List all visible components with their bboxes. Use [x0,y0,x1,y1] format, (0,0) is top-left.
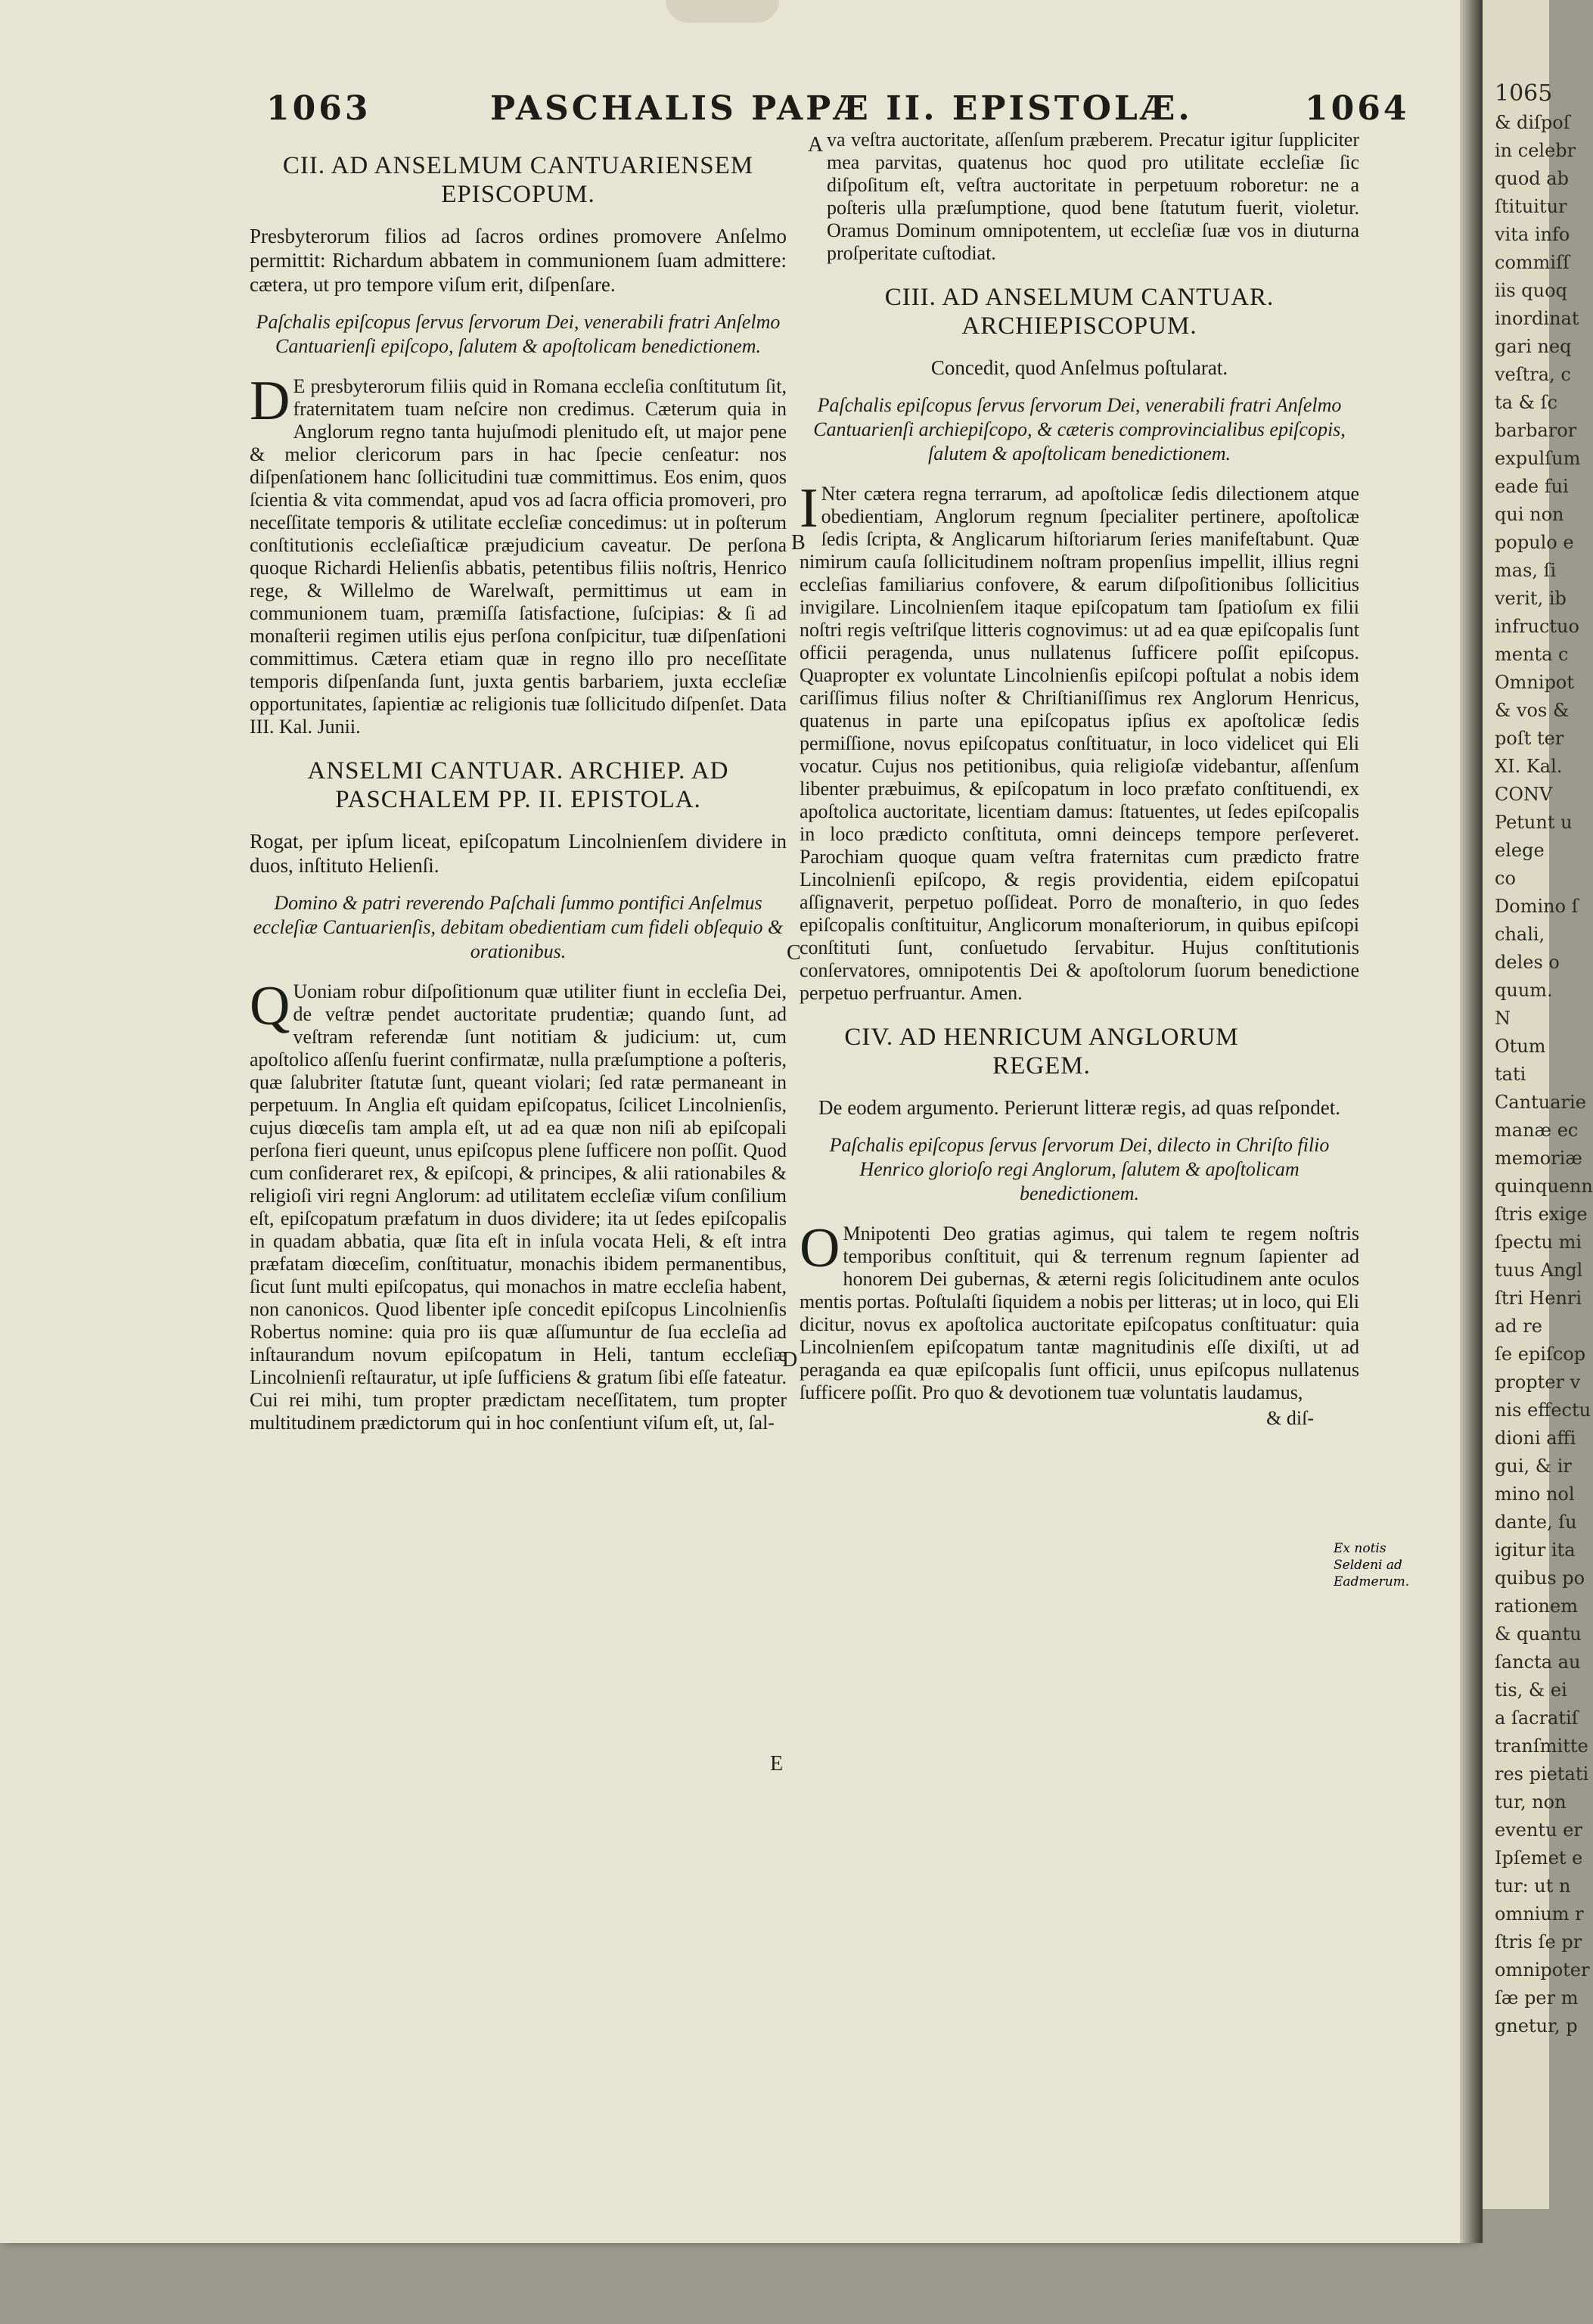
next-page-fragment: quibus po [1495,1567,1585,1589]
next-page-fragment: gari neq [1495,336,1572,357]
letter-cii-summary: Presbyterorum filios ad ſacros ordines promovere Anſelmo permittit: Richardum abbatem in communionem ſuam admittere: cætera, ut pro tempore viſum erit, diſpenſare. [250,225,787,296]
next-page-fragment: Domino ſ [1495,896,1579,917]
margin-marker-e: E [770,1752,784,1776]
page-number-right: 1064 [1305,89,1410,128]
next-page-fragment: ſtri Henri [1495,1288,1582,1309]
anselmi-salutation: Domino & patri reverendo Paſchali ſummo pontifici Anſelmus eccleſiæ Cantuarienſis, debitam obedientiam cum fideli obſequio & orationibus. [253,892,784,962]
margin-marker-a: A [808,133,824,157]
next-page-fragment: ſtris ſe pr [1495,1931,1582,1953]
anselmi-text: Uoniam robur diſpoſitionum quæ utiliter fiunt in eccleſia Dei, de veſtræ pendet auctoritate prudentiæ; quando ſunt, ad veſtram referendæ ſunt notitiam & judicium: ut, cum apoſtolico aſſenſu fuerint confirmatæ, nulla præſumptione a poſteris, quæ ſalubriter ſtatutæ ſunt, queant violari; ſed ratæ permaneant in perpetuum. In Anglia eſt quidam epiſcopatus, ſcilicet Lincolnienſis, cujus diœceſis tam ampla eſt, ut ad ea quæ non niſi ab epiſcopali perſona fieri queunt, unus epiſcopus plene ſufficere non poſſit. Quod cum conſideraret rex, & epiſcopi, & principes, & alii rationabiles & religioſi viri regni Anglorum: ad utilitatem eccleſiæ viſum conſilium eſt, epiſcopatum præfatum in duos dividere; ita ut ſedes epiſcopalis in quadam abbatia, quæ ſita eſt in inſula vocata Heli, & eſt intra præfatam diœceſim, conſtituatur, monachis ibidem permanentibus, ſicut ſunt multi epiſcopatus, qui monachos in matre eccleſia habent, non canonicos. Quod libenter ipſe concedit epiſcopus Lincolnienſis Robertus nomine: quia pro iis quæ aſſumuntur de ſua eccleſia ad inſtaurandum novum epiſcopatum in Heli, tantum eccleſiæ Lincolnienſi reſtauratur, ut ipſe ſufficiens & gratum ſibi eſſe fateatur. Cui rei mihi, tum propter prædictam neceſſitatem, tum propter multitudinem prædictorum qui in hoc conſentiunt viſum eſt, ut, ſal- [250,980,787,1434]
next-page-fragment: veſtra, c [1495,364,1571,385]
letter-ciii-salutation: Paſchalis epiſcopus ſervus ſervorum Dei, venerabili fratri Anſelmo Cantuarienſi archiepiſcopo, & cæteris comprovincialibus epiſcopis, ſalutem & apoſtolicam benedictionem. [813,394,1346,464]
next-page-fragment: dante, ſu [1495,1512,1577,1533]
page-number-left: 1063 [266,89,371,128]
next-page-fragment: ſancta au [1495,1651,1581,1673]
drop-cap: D [250,370,290,432]
letter-ciii-body [800,477,1359,1005]
next-page-fragment: gnetur, p [1495,2015,1578,2037]
next-page-fragment: quinquenn [1495,1176,1593,1197]
next-page-fragment: omnipoter [1495,1959,1590,1981]
next-page-fragment: Petunt u [1495,812,1573,833]
anselmi-summary: Rogat, per ipſum liceat, epiſcopatum Lincolnienſem dividere in duos, inſtituto Helienſi. [250,830,787,877]
running-title: PASCHALIS PAPÆ II. EPISTOLÆ. [490,89,1193,128]
next-page-fragment: quod ab [1495,168,1569,189]
next-page-fragment: commiſſ [1495,252,1570,273]
next-page-fragment: res pietati [1495,1763,1589,1785]
margin-marker-c: C [787,941,801,965]
letter-civ-heading: CIV. AD HENRICUM ANGLORUM REGEM. [844,1024,1239,1080]
next-page-fragment: qui non [1495,504,1564,525]
next-page-fragment: eade fui [1495,476,1569,497]
letter-civ-salutation: Paſchalis epiſcopus ſervus ſervorum Dei, dilecto in Chriſto filio Henrico glorioſo regi Anglorum, ſalutem & apoſtolicam benedictionem. [829,1134,1330,1204]
next-page-fragment: & vos & [1495,700,1570,721]
drop-cap: Q [250,975,290,1037]
margin-marker-b: B [791,531,806,555]
next-page-fragment: ſpectu mi [1495,1232,1582,1253]
next-page-fragment: CONV [1495,784,1553,805]
catchword: & diſ- [1266,1407,1314,1429]
next-page-fragment: populo e [1495,532,1574,553]
next-page-fragment: omnium r [1495,1903,1584,1925]
next-page-fragment: a ſacratiſ [1495,1707,1579,1729]
next-page-fragment: Omnipot [1495,672,1575,693]
letter-civ-body [800,1217,1359,1404]
next-page-fragment: igitur ita [1495,1539,1576,1561]
next-page-fragment: chali, [1495,924,1545,945]
letter-cii-heading: CII. AD ANSELMUM CANTUARIENSEM EPISCOPUM. [282,152,754,208]
next-page-fragment: Otum [1495,1036,1546,1057]
next-page-fragment: propter v [1495,1372,1581,1393]
book-gutter [1460,0,1483,2243]
next-page-fragment: gui, & ir [1495,1456,1572,1477]
next-page-fragment: tuus Angl [1495,1260,1583,1281]
next-page-fragment: tranſmitte [1495,1735,1588,1757]
letter-ciii-text: Nter cætera regna terrarum, ad apoſtolicæ ſedis dilectionem atque obedientiam, Anglorum regnum ſpecialiter pertinere, apoſtolicæ ſedis ſcripta, & Anglicarum hiſtoriarum ſeries manifeſtabunt. Quæ nimirum cauſa ſollicitudinem noſtram propenſius impellit, illius regni eccleſias familiarius confovere, & earum diſpoſitionibus ſollicitius invigilare. Lincolnienſem itaque epiſcopatum tam ſpatioſum ex filii noſtri regis veſtriſque litteris cognovimus: ut ad ea quæ epiſcopalis ſunt officii peragenda, unus nullatenus ſufficere poſſit epiſcopus. Quapropter ex voluntate Lincolnienſis epiſcopi poſtulat a nobis idem cariſſimus filius noſter & Chriſtianiſſimus rex Anglorum Henricus, quatenus in parte una epiſcopatus ipſius ex apoſtolicæ ſedis permiſſione, novus epiſcopatus conſtituatur, in loco videlicet qui Eli vocatur. Cujus nos petitionibus, quia religioſæ videbantur, aſſenſum libenter præbuimus, & epiſcopatum in loco præfato conſtituendi, ex apoſtolica auctoritate, licentiam damus: ſtatuentes, ut ſedes epiſcopalis in loco prædicto conſtituta, omni deinceps tempore perſeveret. Parochiam quoque quam veſtra fraternitas cum prædicto fratre Lincolnienſi epiſcopo, & regis providentia, eidem epiſcopatui aſſignaverit, perpetuo poſſideat. Porro de monaſterio, in quo ſedes epiſcopalis conſtituitur, Anglicorum monaſteriorum, in quibus epiſcopi conſtituti ſunt, conſuetudo ſervabitur. Hujus conſtitutionis conſervatores, omnipotentis Dei & apoſtolorum ſuorum benedictione perpetuo perfruantur. Amen. [800,483,1359,1004]
next-page-fragment: verit, ib [1495,588,1567,609]
anselmi-body [250,975,787,1434]
next-page-fragment: ſtris exige [1495,1204,1588,1225]
next-page-fragment: mas, ſi [1495,560,1557,581]
next-page-fragment: tati [1495,1064,1526,1085]
letter-civ-summary: De eodem argumento. Perierunt litteræ regis, ad quas reſpondet. [818,1096,1341,1119]
letter-cii-salutation: Paſchalis epiſcopus ſervus ſervorum Dei, venerabili fratri Anſelmo Cantuarienſi epiſcopo, ſalutem & apoſtolicam benedictionem. [256,311,781,357]
drop-cap: O [800,1217,840,1279]
letter-civ-text: Mnipotenti Deo gratias agimus, qui talem te regem noſtris temporibus conſtituit, qui & terrenum regnum ſapienter ad honorem Dei gubernas, & æterni regis ſolicitudinem ante oculos mentis portas. Poſtulaſti ſiquidem a nobis per litteras; ut in loco, qui Eli dicitur, novus ex apoſtolica auctoritate epiſcopatus conſtituatur: quia Lincolnienſem epiſcopatum tantæ magnitudinis eſſe dixiſti, ut ad peraganda ea quæ epiſcopalis ſunt officii, unus epiſcopus nullatenus ſufficere poſſit. Pro quo & devotionem tuæ voluntatis laudamus, [800,1223,1359,1403]
right-column [800,129,1359,1448]
next-page-fragment: barbaror [1495,420,1577,441]
letter-cii-text: E presbyterorum filiis quid in Romana eccleſia conſtitutum ſit, fraternitatem tuam neſcire non credimus. Cæterum quia in Anglorum regno tanta hujuſmodi plenitudo eſt, ut major pene & melior clericorum pars in hac ſpecie cenſeatur: nos diſpenſationem hanc ſollicitudini tuæ committimus. Eos enim, quos ſcientia & vita commendat, apud vos ad ſacra officia promoveri, pro neceſſitate temporis & utilitate eccleſiæ concedimus: ut in poſterum conſtitutionis eccleſiaſticæ præjudicium caveatur. De perſona quoque Richardi Helienſis abbatis, petentibus filiis noſtris, Henrico rege, & Willelmo de Warelwaſt, permittimus ut eam in communionem tuam, præmiſſa ſatisfactione, ſuſcipias: & ſi ad monaſterii regimen utilis ejus perſona conſpicitur, tuæ diſpenſationi committimus. Cætera etiam quæ in regno illo pro neceſſitate temporis diſpenſanda ſunt, juxta gentis barbariem, juxta eccleſiæ opportunitates, ſapientiæ ac religionis tuæ ſollicitudo diſpenſet. Data III. Kal. Junii. [250,375,787,738]
next-page-fragment: vita info [1495,224,1570,245]
next-page-fragment: in celebr [1495,140,1576,161]
anselmi-heading: ANSELMI CANTUAR. ARCHIEP. AD PASCHALEM PP. II. EPISTOLA. [307,757,729,813]
next-page-fragment: eventu er [1495,1819,1582,1841]
next-page-fragment: menta c [1495,644,1569,665]
next-page-fragment: nis effectu [1495,1400,1591,1421]
next-page-fragment: co [1495,868,1516,889]
next-page-fragment: quum. [1495,980,1553,1001]
next-page-fragment: N [1495,1008,1511,1029]
next-page-fragment: infructuo [1495,616,1579,637]
left-column [250,151,787,1452]
next-page-fragment: Ipſemet e [1495,1847,1583,1869]
next-page-fragment: inordinat [1495,308,1579,329]
next-page-edge [1483,0,1593,2209]
next-page-fragment: ſe epiſcop [1495,1344,1586,1365]
next-page-fragment: ſtituitur [1495,196,1567,217]
next-page-fragment: tur: ut n [1495,1875,1571,1897]
next-page-fragment: Cantuarie [1495,1092,1586,1113]
letter-ciii-summary: Concedit, quod Anſelmus poſtularat. [930,356,1228,379]
next-page-number: 1065 [1495,80,1553,107]
margin-marker-d: D [782,1348,798,1372]
letter-ciii-heading: CIII. AD ANSELMUM CANTUAR. ARCHIEPISCOPUM. [884,284,1275,340]
next-page-fragment: rationem [1495,1595,1578,1617]
drop-cap: I [800,477,818,539]
next-page-fragment: ad re [1495,1316,1542,1337]
continuation-text: va veſtra auctoritate, aſſenſum præberem. Precatur igitur ſuppliciter mea parvitas, quatenus hoc quod pro utilitate eccleſiæ ſic diſpoſitum eſt, veſtra auctoritate in perpetuum roboretur: ne a poſteris ulla præſumptione, quod bene ſtatutum fuerit, violetur. Oramus Dominum omnipotentem, ut eccleſiæ ſuæ vos in diuturna proſperitate cuſtodiat. [827,129,1359,264]
next-page-fragment: & quantu [1495,1623,1582,1645]
next-page-fragment: elege [1495,840,1545,861]
next-page-fragment: tur, non [1495,1791,1567,1813]
side-note: Ex notis Seldeni ad Eadmerum. [1334,1541,1410,1589]
next-page-fragment: memoriæ [1495,1148,1582,1169]
next-page-fragment: iis quoq [1495,280,1567,301]
next-page-fragment: mino nol [1495,1484,1575,1505]
next-page-fragment: ſæ per m [1495,1987,1579,2009]
page-stain [666,0,779,23]
next-page-fragment: tis, & ei [1495,1679,1567,1701]
next-page-fragment: XI. Kal. [1495,756,1563,777]
next-page-fragment: expulſum [1495,448,1581,469]
next-page-fragment: deles o [1495,952,1560,973]
next-page-fragment: ta & ſc [1495,392,1557,413]
next-page-fragment: & diſpoſ [1495,112,1570,133]
letter-cii-body [250,370,787,738]
next-page-fragment: dioni affi [1495,1428,1576,1449]
next-page-fragment: manæ ec [1495,1120,1579,1141]
next-page-fragment: poſt ter [1495,728,1564,749]
